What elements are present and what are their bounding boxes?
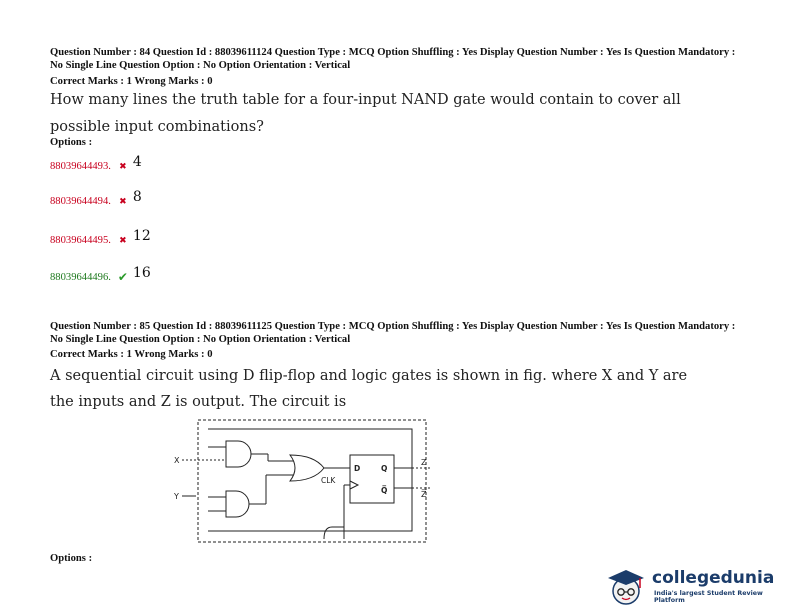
input-x-label: X [174,456,180,465]
q85-meta: Question Number : 85 Question Id : 88039611125 Question Type : MCQ Option Shuffling : Yes Display Question Number : Yes Is Question Mandatory : No Single Line Question Option : No Option Orientation : Vertical [50,321,736,345]
wrong-mark-icon: ✖ [119,234,127,245]
circuit-diagram [168,415,430,545]
correct-check-icon: ✔ [117,269,128,284]
ff-d-label: D [354,464,361,473]
output-z-label: Z [421,458,427,467]
logo-tagline: India's largest Student Review Platform [654,590,763,604]
collegedunia-logo [604,566,790,606]
q84-option-2 [50,189,142,209]
option-value: 16 [132,265,151,281]
ff-qbar-label: Q̅ [381,486,388,495]
ff-clk-label: CLK [321,476,336,485]
option-id: 88039644494. [50,195,111,207]
option-id: 88039644496. [50,271,111,283]
and-gate-2 [226,491,249,517]
q85-text-line2: the inputs and Z is output. The circuit is [50,394,347,410]
option-id: 88039644495. [50,234,111,246]
wrong-mark-icon: ✖ [119,160,127,171]
q85-options-label: Options : [50,553,93,564]
q85-marks: Correct Marks : 1 Wrong Marks : 0 [50,349,213,360]
q84-option-4 [50,265,151,285]
ff-q-label: Q [381,464,388,473]
wrong-mark-icon: ✖ [119,195,127,206]
circuit-enclosure [198,420,426,542]
option-value: 8 [132,189,142,205]
q84-option-1 [50,154,142,174]
q84-text-line2: possible input combinations? [50,119,264,135]
input-y-label: Y [174,492,179,501]
q85-text-line1: A sequential circuit using D flip-flop and logic gates is shown in fig. where X and Y are [50,368,688,384]
q84-meta: Question Number : 84 Question Id : 88039611124 Question Type : MCQ Option Shuffling : Yes Display Question Number : Yes Is Question Mandatory : No Single Line Question Option : No Option Orientation : Vertical [50,47,736,71]
or-gate [290,455,324,481]
and-gate-1 [226,441,251,467]
logo-name: collegedunia [652,568,775,588]
clk-wire-curve [324,527,344,539]
option-id: 88039644493. [50,160,111,172]
q84-marks: Correct Marks : 1 Wrong Marks : 0 [50,76,213,87]
d-flip-flop [350,455,394,503]
inner-frame [208,429,412,531]
q84-text-line1: How many lines the truth table for a four-input NAND gate would contain to cover all [50,92,681,108]
graduate-mascot-icon [604,566,648,606]
clk-triangle [350,481,358,489]
q84-option-3 [50,228,151,248]
output-zbar-label: Z̅ [421,490,427,499]
q84-options-label: Options : [50,137,93,148]
option-value: 4 [132,154,142,170]
option-value: 12 [132,228,151,244]
